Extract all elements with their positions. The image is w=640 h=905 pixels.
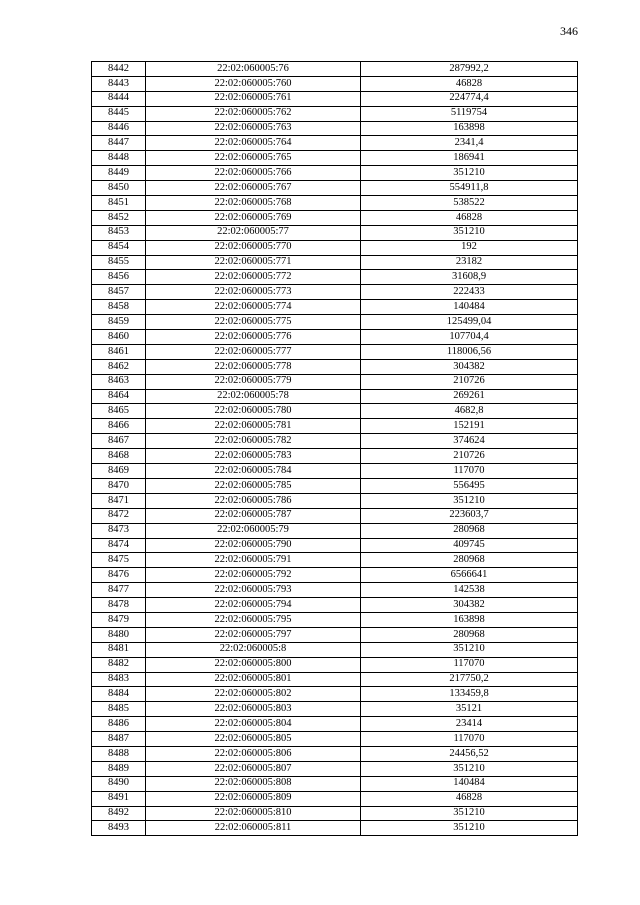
- cadastral-number-cell: 22:02:060005:779: [146, 374, 361, 389]
- table-row: [92, 732, 578, 747]
- row-number-cell: 8470: [92, 478, 146, 493]
- cadastral-number-cell: 22:02:060005:784: [146, 464, 361, 479]
- cadastral-number-cell: 22:02:060005:797: [146, 627, 361, 642]
- cadastral-number-cell: 22:02:060005:79: [146, 523, 361, 538]
- cadastral-number-cell: 22:02:060005:790: [146, 538, 361, 553]
- value-cell: 118006,56: [361, 344, 578, 359]
- row-number-cell: 8487: [92, 732, 146, 747]
- value-cell: 538522: [361, 196, 578, 211]
- value-cell: 46828: [361, 791, 578, 806]
- cadastral-number-cell: 22:02:060005:765: [146, 151, 361, 166]
- row-number-cell: 8476: [92, 568, 146, 583]
- cadastral-number-cell: 22:02:060005:78: [146, 389, 361, 404]
- value-cell: 2341,4: [361, 136, 578, 151]
- row-number-cell: 8447: [92, 136, 146, 151]
- value-cell: 351210: [361, 642, 578, 657]
- cadastral-number-cell: 22:02:060005:810: [146, 806, 361, 821]
- value-cell: 210726: [361, 449, 578, 464]
- cadastral-number-cell: 22:02:060005:770: [146, 240, 361, 255]
- table-row: [92, 240, 578, 255]
- cadastral-number-cell: 22:02:060005:775: [146, 315, 361, 330]
- table-row: [92, 598, 578, 613]
- table-row: [92, 612, 578, 627]
- cadastral-number-cell: 22:02:060005:768: [146, 196, 361, 211]
- cadastral-number-cell: 22:02:060005:776: [146, 330, 361, 345]
- table-row: [92, 151, 578, 166]
- value-cell: 107704,4: [361, 330, 578, 345]
- value-cell: 374624: [361, 434, 578, 449]
- value-cell: 222433: [361, 285, 578, 300]
- cadastral-number-cell: 22:02:060005:800: [146, 657, 361, 672]
- row-number-cell: 8475: [92, 553, 146, 568]
- cadastral-number-cell: 22:02:060005:764: [146, 136, 361, 151]
- row-number-cell: 8483: [92, 672, 146, 687]
- row-number-cell: 8492: [92, 806, 146, 821]
- cadastral-number-cell: 22:02:060005:785: [146, 478, 361, 493]
- value-cell: 46828: [361, 210, 578, 225]
- table-row: [92, 434, 578, 449]
- value-cell: 556495: [361, 478, 578, 493]
- row-number-cell: 8477: [92, 583, 146, 598]
- row-number-cell: 8486: [92, 717, 146, 732]
- row-number-cell: 8478: [92, 598, 146, 613]
- value-cell: 23414: [361, 717, 578, 732]
- value-cell: 351210: [361, 806, 578, 821]
- value-cell: 223603,7: [361, 508, 578, 523]
- value-cell: 269261: [361, 389, 578, 404]
- table-row: [92, 806, 578, 821]
- value-cell: 554911,8: [361, 181, 578, 196]
- row-number-cell: 8474: [92, 538, 146, 553]
- row-number-cell: 8460: [92, 330, 146, 345]
- cadastral-number-cell: 22:02:060005:791: [146, 553, 361, 568]
- value-cell: 217750,2: [361, 672, 578, 687]
- value-cell: 31608,9: [361, 270, 578, 285]
- table-row: [92, 106, 578, 121]
- table-row: [92, 493, 578, 508]
- table-row: [92, 761, 578, 776]
- page-number: 346: [560, 24, 578, 38]
- cadastral-number-cell: 22:02:060005:809: [146, 791, 361, 806]
- table-row: [92, 523, 578, 538]
- table-row: [92, 404, 578, 419]
- table-row: [92, 225, 578, 240]
- row-number-cell: 8443: [92, 76, 146, 91]
- value-cell: 163898: [361, 612, 578, 627]
- value-cell: 152191: [361, 419, 578, 434]
- row-number-cell: 8491: [92, 791, 146, 806]
- row-number-cell: 8485: [92, 702, 146, 717]
- table-row: [92, 583, 578, 598]
- value-cell: 117070: [361, 732, 578, 747]
- row-number-cell: 8457: [92, 285, 146, 300]
- row-number-cell: 8458: [92, 300, 146, 315]
- table-row: [92, 315, 578, 330]
- row-number-cell: 8467: [92, 434, 146, 449]
- value-cell: 142538: [361, 583, 578, 598]
- value-cell: 133459,8: [361, 687, 578, 702]
- table-row: [92, 687, 578, 702]
- row-number-cell: 8471: [92, 493, 146, 508]
- row-number-cell: 8454: [92, 240, 146, 255]
- cadastral-number-cell: 22:02:060005:781: [146, 419, 361, 434]
- row-number-cell: 8480: [92, 627, 146, 642]
- cadastral-number-cell: 22:02:060005:780: [146, 404, 361, 419]
- row-number-cell: 8481: [92, 642, 146, 657]
- table-row: [92, 702, 578, 717]
- table-row: [92, 791, 578, 806]
- value-cell: 46828: [361, 76, 578, 91]
- table-row: [92, 657, 578, 672]
- table-row: [92, 389, 578, 404]
- cadastral-number-cell: 22:02:060005:794: [146, 598, 361, 613]
- table-row: [92, 330, 578, 345]
- cadastral-number-cell: 22:02:060005:801: [146, 672, 361, 687]
- cadastral-number-cell: 22:02:060005:774: [146, 300, 361, 315]
- value-cell: 117070: [361, 464, 578, 479]
- cadastral-number-cell: 22:02:060005:804: [146, 717, 361, 732]
- row-number-cell: 8484: [92, 687, 146, 702]
- table-row: [92, 181, 578, 196]
- row-number-cell: 8464: [92, 389, 146, 404]
- cadastral-number-cell: 22:02:060005:806: [146, 746, 361, 761]
- cadastral-number-cell: 22:02:060005:761: [146, 91, 361, 106]
- cadastral-number-cell: 22:02:060005:766: [146, 166, 361, 181]
- table-row: [92, 359, 578, 374]
- cadastral-number-cell: 22:02:060005:807: [146, 761, 361, 776]
- row-number-cell: 8449: [92, 166, 146, 181]
- table-row: [92, 300, 578, 315]
- table-row: [92, 821, 578, 836]
- table-row: [92, 136, 578, 151]
- row-number-cell: 8444: [92, 91, 146, 106]
- value-cell: 304382: [361, 598, 578, 613]
- row-number-cell: 8462: [92, 359, 146, 374]
- value-cell: 224774,4: [361, 91, 578, 106]
- value-cell: 280968: [361, 523, 578, 538]
- row-number-cell: 8451: [92, 196, 146, 211]
- value-cell: 351210: [361, 821, 578, 836]
- table-row: [92, 746, 578, 761]
- cadastral-number-cell: 22:02:060005:786: [146, 493, 361, 508]
- table-row: [92, 568, 578, 583]
- row-number-cell: 8482: [92, 657, 146, 672]
- value-cell: 351210: [361, 761, 578, 776]
- value-cell: 280968: [361, 553, 578, 568]
- row-number-cell: 8445: [92, 106, 146, 121]
- value-cell: 4682,8: [361, 404, 578, 419]
- value-cell: 6566641: [361, 568, 578, 583]
- row-number-cell: 8465: [92, 404, 146, 419]
- value-cell: 304382: [361, 359, 578, 374]
- row-number-cell: 8473: [92, 523, 146, 538]
- value-cell: 125499,04: [361, 315, 578, 330]
- cadastral-number-cell: 22:02:060005:8: [146, 642, 361, 657]
- value-cell: 287992,2: [361, 62, 578, 77]
- cadastral-number-cell: 22:02:060005:772: [146, 270, 361, 285]
- cadastral-number-cell: 22:02:060005:808: [146, 776, 361, 791]
- table-row: [92, 91, 578, 106]
- cadastral-number-cell: 22:02:060005:802: [146, 687, 361, 702]
- value-cell: 192: [361, 240, 578, 255]
- value-cell: 186941: [361, 151, 578, 166]
- cadastral-number-cell: 22:02:060005:769: [146, 210, 361, 225]
- table-row: [92, 478, 578, 493]
- row-number-cell: 8489: [92, 761, 146, 776]
- cadastral-number-cell: 22:02:060005:777: [146, 344, 361, 359]
- row-number-cell: 8463: [92, 374, 146, 389]
- table-row: [92, 419, 578, 434]
- row-number-cell: 8493: [92, 821, 146, 836]
- value-cell: 409745: [361, 538, 578, 553]
- cadastral-number-cell: 22:02:060005:763: [146, 121, 361, 136]
- value-cell: 5119754: [361, 106, 578, 121]
- cadastral-number-cell: 22:02:060005:782: [146, 434, 361, 449]
- row-number-cell: 8466: [92, 419, 146, 434]
- cadastral-number-cell: 22:02:060005:811: [146, 821, 361, 836]
- cadastral-number-cell: 22:02:060005:803: [146, 702, 361, 717]
- value-cell: 140484: [361, 300, 578, 315]
- cadastral-number-cell: 22:02:060005:795: [146, 612, 361, 627]
- row-number-cell: 8452: [92, 210, 146, 225]
- table-row: [92, 121, 578, 136]
- table-row: [92, 62, 578, 77]
- value-cell: 210726: [361, 374, 578, 389]
- cadastral-number-cell: 22:02:060005:787: [146, 508, 361, 523]
- cadastral-number-cell: 22:02:060005:771: [146, 255, 361, 270]
- row-number-cell: 8459: [92, 315, 146, 330]
- table-row: [92, 538, 578, 553]
- value-cell: 23182: [361, 255, 578, 270]
- row-number-cell: 8472: [92, 508, 146, 523]
- table-row: [92, 76, 578, 91]
- row-number-cell: 8456: [92, 270, 146, 285]
- row-number-cell: 8479: [92, 612, 146, 627]
- row-number-cell: 8442: [92, 62, 146, 77]
- cadastral-number-cell: 22:02:060005:783: [146, 449, 361, 464]
- table-row: [92, 449, 578, 464]
- cadastral-number-cell: 22:02:060005:773: [146, 285, 361, 300]
- table-row: [92, 672, 578, 687]
- cadastral-number-cell: 22:02:060005:767: [146, 181, 361, 196]
- row-number-cell: 8488: [92, 746, 146, 761]
- table-row: [92, 627, 578, 642]
- table-row: [92, 255, 578, 270]
- table-row: [92, 210, 578, 225]
- row-number-cell: 8448: [92, 151, 146, 166]
- row-number-cell: 8469: [92, 464, 146, 479]
- value-cell: 24456,52: [361, 746, 578, 761]
- value-cell: 351210: [361, 493, 578, 508]
- value-cell: 280968: [361, 627, 578, 642]
- cadastral-number-cell: 22:02:060005:760: [146, 76, 361, 91]
- value-cell: 351210: [361, 166, 578, 181]
- cadastral-value-table: [91, 61, 578, 836]
- table-row: [92, 166, 578, 181]
- table-row: [92, 508, 578, 523]
- value-cell: 35121: [361, 702, 578, 717]
- table-row: [92, 196, 578, 211]
- table-row: [92, 553, 578, 568]
- cadastral-number-cell: 22:02:060005:793: [146, 583, 361, 598]
- table-row: [92, 464, 578, 479]
- value-cell: 163898: [361, 121, 578, 136]
- value-cell: 140484: [361, 776, 578, 791]
- cadastral-number-cell: 22:02:060005:76: [146, 62, 361, 77]
- row-number-cell: 8446: [92, 121, 146, 136]
- row-number-cell: 8455: [92, 255, 146, 270]
- value-cell: 351210: [361, 225, 578, 240]
- cadastral-number-cell: 22:02:060005:778: [146, 359, 361, 374]
- cadastral-number-cell: 22:02:060005:792: [146, 568, 361, 583]
- row-number-cell: 8450: [92, 181, 146, 196]
- row-number-cell: 8468: [92, 449, 146, 464]
- cadastral-number-cell: 22:02:060005:762: [146, 106, 361, 121]
- table-row: [92, 270, 578, 285]
- table-body: [92, 62, 578, 836]
- table-row: [92, 344, 578, 359]
- row-number-cell: 8453: [92, 225, 146, 240]
- table-row: [92, 776, 578, 791]
- table-row: [92, 642, 578, 657]
- cadastral-number-cell: 22:02:060005:77: [146, 225, 361, 240]
- value-cell: 117070: [361, 657, 578, 672]
- table-row: [92, 374, 578, 389]
- cadastral-number-cell: 22:02:060005:805: [146, 732, 361, 747]
- row-number-cell: 8461: [92, 344, 146, 359]
- table-row: [92, 717, 578, 732]
- row-number-cell: 8490: [92, 776, 146, 791]
- table-row: [92, 285, 578, 300]
